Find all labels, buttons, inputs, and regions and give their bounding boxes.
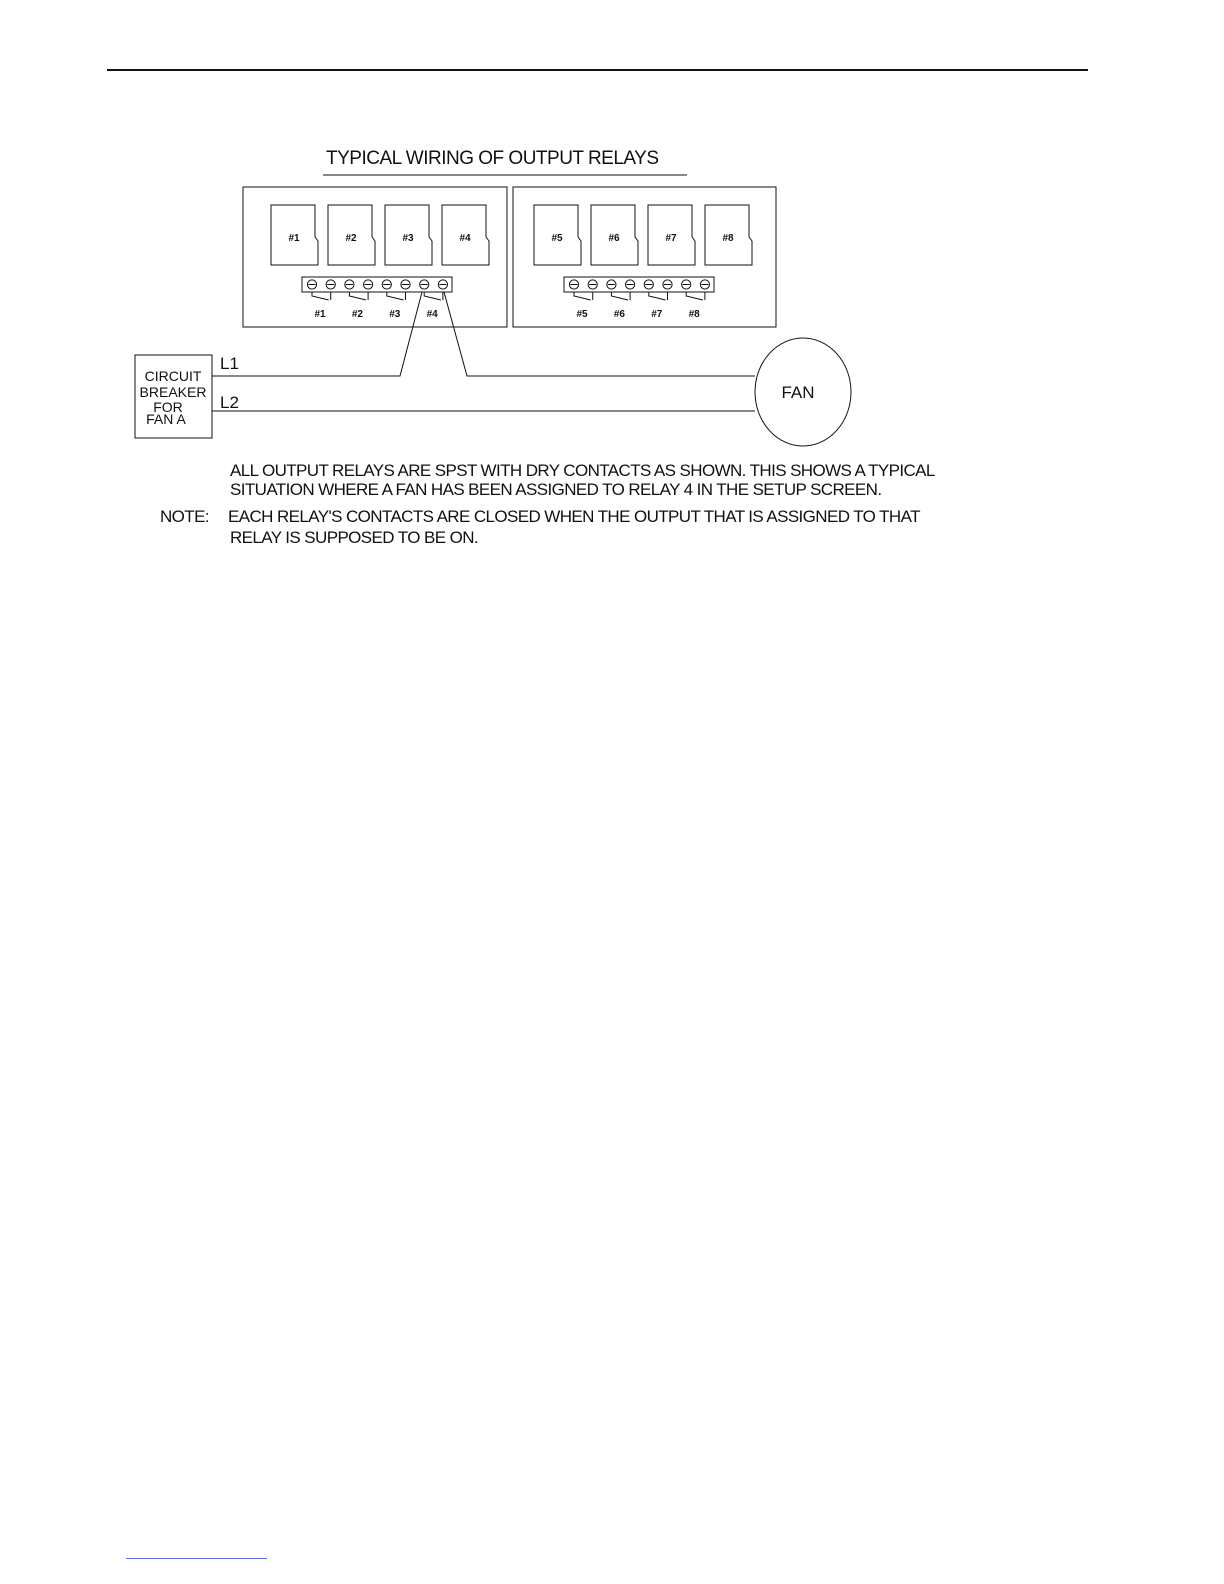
relay-label-3: #3 [402, 233, 414, 244]
line-l2-label: L2 [220, 393, 239, 412]
wire-relay4-to-fan [444, 292, 755, 376]
relay-label-1: #1 [288, 233, 300, 244]
note-line-3: EACH RELAY'S CONTACTS ARE CLOSED WHEN THE OUTPUT THAT IS ASSIGNED TO THAT [228, 507, 920, 526]
contact-switch [312, 292, 329, 300]
note-line-4: RELAY IS SUPPOSED TO BE ON. [230, 528, 479, 547]
terminal-strip-right [564, 277, 714, 292]
contact-switch [574, 292, 591, 300]
terminal-label-right-4: #8 [688, 309, 700, 320]
contact-switch [349, 292, 366, 300]
terminal-label-right-2: #6 [613, 309, 625, 320]
relay-label-7: #7 [665, 233, 677, 244]
relay-label-2: #2 [345, 233, 357, 244]
contact-switch [424, 292, 441, 300]
breaker-label-line3: FOR [153, 399, 183, 415]
relay-label-8: #8 [722, 233, 734, 244]
terminal-label-left-4: #4 [426, 309, 438, 320]
terminal-label-right-3: #7 [651, 309, 663, 320]
breaker-label-line2: BREAKER [139, 384, 207, 400]
fan-label: FAN [781, 383, 815, 402]
contact-switch [649, 292, 666, 300]
contact-switch [686, 292, 703, 300]
contact-switch [611, 292, 628, 300]
wiring-diagram [0, 0, 1224, 620]
note-line-2: SITUATION WHERE A FAN HAS BEEN ASSIGNED TO RELAY 4 IN THE SETUP SCREEN. [230, 480, 882, 499]
relay-label-6: #6 [608, 233, 620, 244]
relay-label-5: #5 [551, 233, 563, 244]
breaker-label-line4: FAN A [146, 411, 186, 427]
note-prefix: NOTE: [160, 507, 209, 526]
note-line-1: ALL OUTPUT RELAYS ARE SPST WITH DRY CONTACTS AS SHOWN. THIS SHOWS A TYPICAL [230, 461, 935, 480]
footer-rule [126, 1558, 267, 1559]
relay-label-4: #4 [459, 233, 471, 244]
contact-switch [387, 292, 404, 300]
terminal-label-left-3: #3 [389, 309, 401, 320]
terminal-strip-left [302, 277, 452, 292]
breaker-label-line1: CIRCUIT [144, 368, 202, 384]
line-l1-label: L1 [220, 354, 239, 373]
terminal-label-right-1: #5 [576, 309, 588, 320]
terminal-label-left-1: #1 [314, 309, 326, 320]
terminal-label-left-2: #2 [351, 309, 363, 320]
relay-board-right [513, 187, 776, 327]
diagram-title: TYPICAL WIRING OF OUTPUT RELAYS [326, 148, 659, 169]
